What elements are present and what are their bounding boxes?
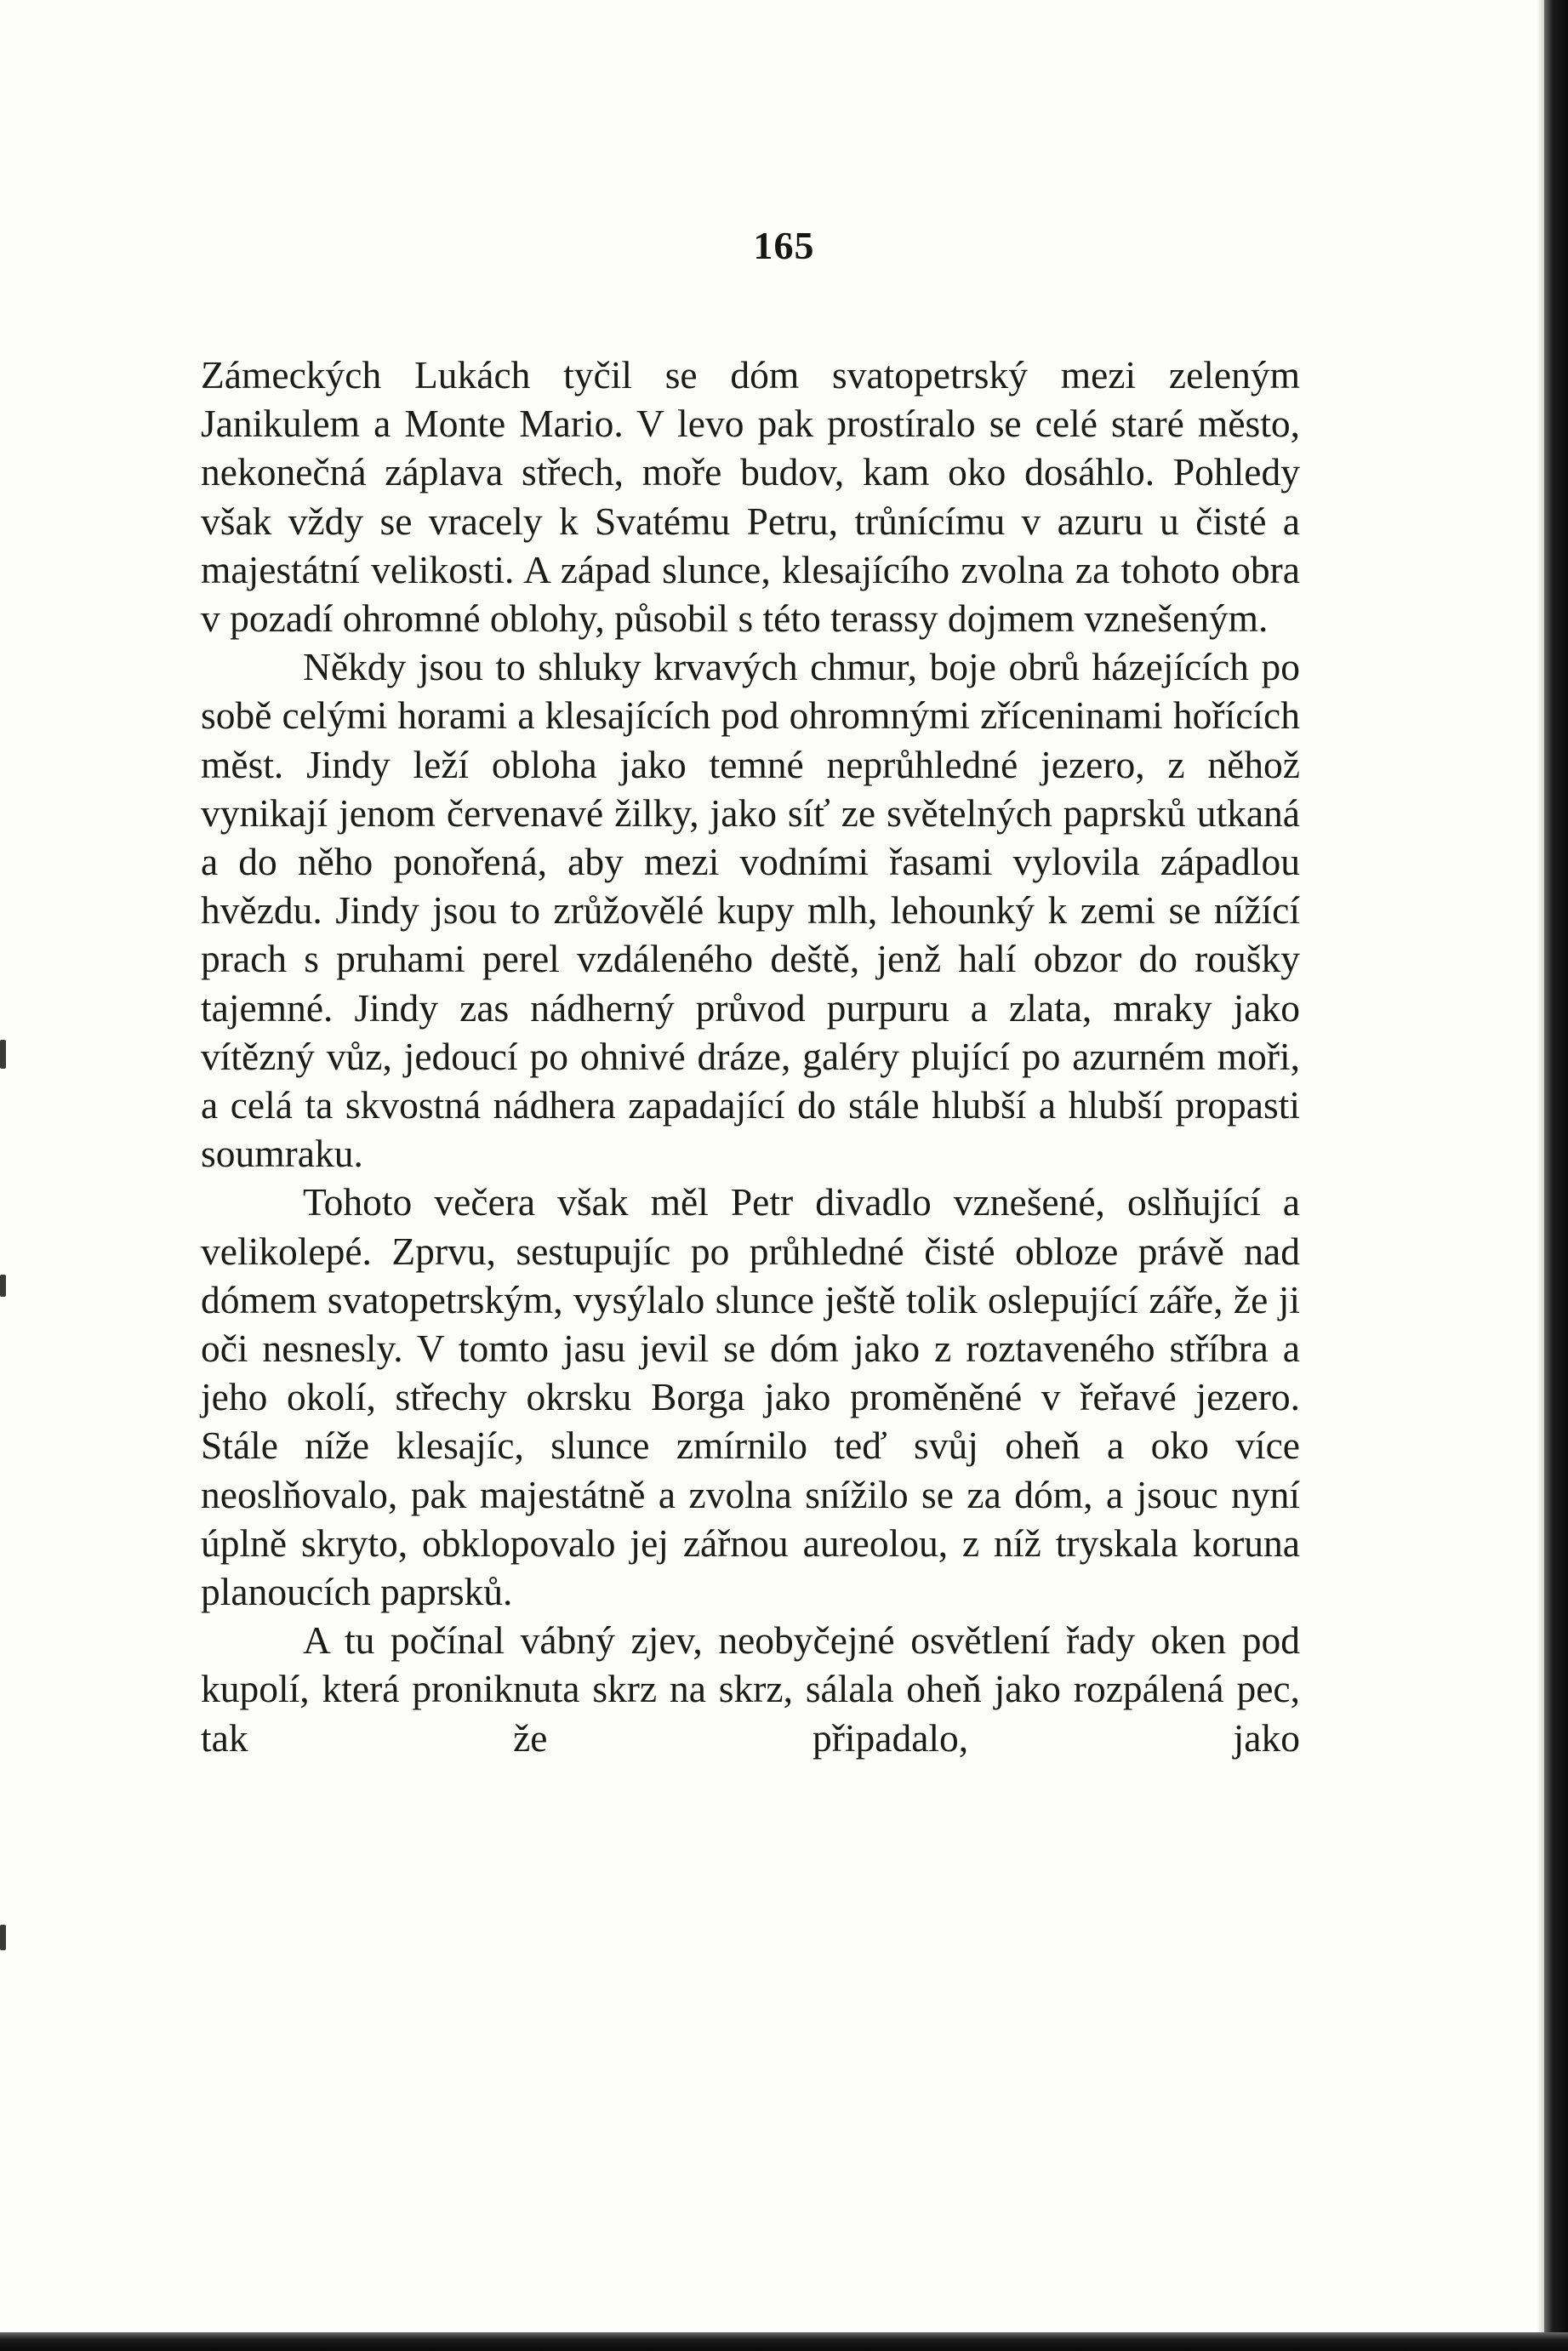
scan-speck xyxy=(0,1925,6,1950)
scan-speck xyxy=(0,1040,6,1069)
paragraph: A tu počínal vábný zjev, neobyčejné osvětlení řady oken pod kupolí, která proniknuta skrz na skrz, sálala oheň jako rozpálená pec, tak že připadalo, jako xyxy=(201,1618,1300,1760)
paragraph: Někdy jsou to shluky krvavých chmur, boje obrů házejících po sobě celými horami a klesajících pod ohromnými zříceninami hořících měst. Jindy leží obloha jako temné neprůhledné jezero, z něhož vynikají jenom červenavé žilky, jako síť ze světelných paprsků utkaná a do něho ponořená, aby mezi vodními řasami vylovila západlou hvězdu. Jindy jsou to zrůžovělé kupy mlh, lehounký k zemi se nížící prach s pruhami perel vzdáleného deště, jenž halí obzor do roušky tajemné. Jindy zas nádherný průvod purpuru a zlata, mraky jako vítězný vůz, jedoucí po ohnivé dráze, galéry plující po azurném moři, a celá ta skvostná nádhera zapadající do stále hlubší a hlubší propasti soumraku. xyxy=(201,645,1300,1176)
scan-speck xyxy=(0,1275,6,1297)
scan-border-right xyxy=(1544,0,1568,2351)
scan-shadow xyxy=(1537,0,1544,2351)
paragraph: Zámeckých Lukách tyčil se dóm svatopetrský mezi zeleným Janikulem a Monte Mario. V levo pak prostíralo se celé staré město, nekonečná záplava střech, moře budov, kam oko dosáhlo. Pohledy však vždy se vracely k Svatému Petru, trůnícímu v azuru u čisté a majestátní velikosti. A západ slunce, klesajícího zvolna za tohoto obra v pozadí ohromné oblohy, působil s této terassy dojmem vznešeným. xyxy=(201,353,1300,641)
page-number: 165 xyxy=(753,224,815,267)
scan-border-bottom xyxy=(0,2332,1568,2351)
body-text xyxy=(201,351,1300,1762)
paragraph: Tohoto večera však měl Petr divadlo vznešené, oslňující a velikolepé. Zprvu, sestupujíc po průhledné čisté obloze právě nad dómem svatopetrským, vysýlalo slunce ještě tolik oslepující záře, že ji oči nesnesly. V tomto jasu jevil se dóm jako z roztaveného stříbra a jeho okolí, střechy okrsku Borga jako proměněné v řeřavé jezero. Stále níže klesajíc, slunce zmírnilo teď svůj oheň a oko více neoslňovalo, pak majestátně a zvolna snížilo se za dóm, a jsouc nyní úplně skryto, obklopovalo jej zářnou aureolou, z níž tryskala koruna planoucích paprsků. xyxy=(201,1180,1300,1614)
